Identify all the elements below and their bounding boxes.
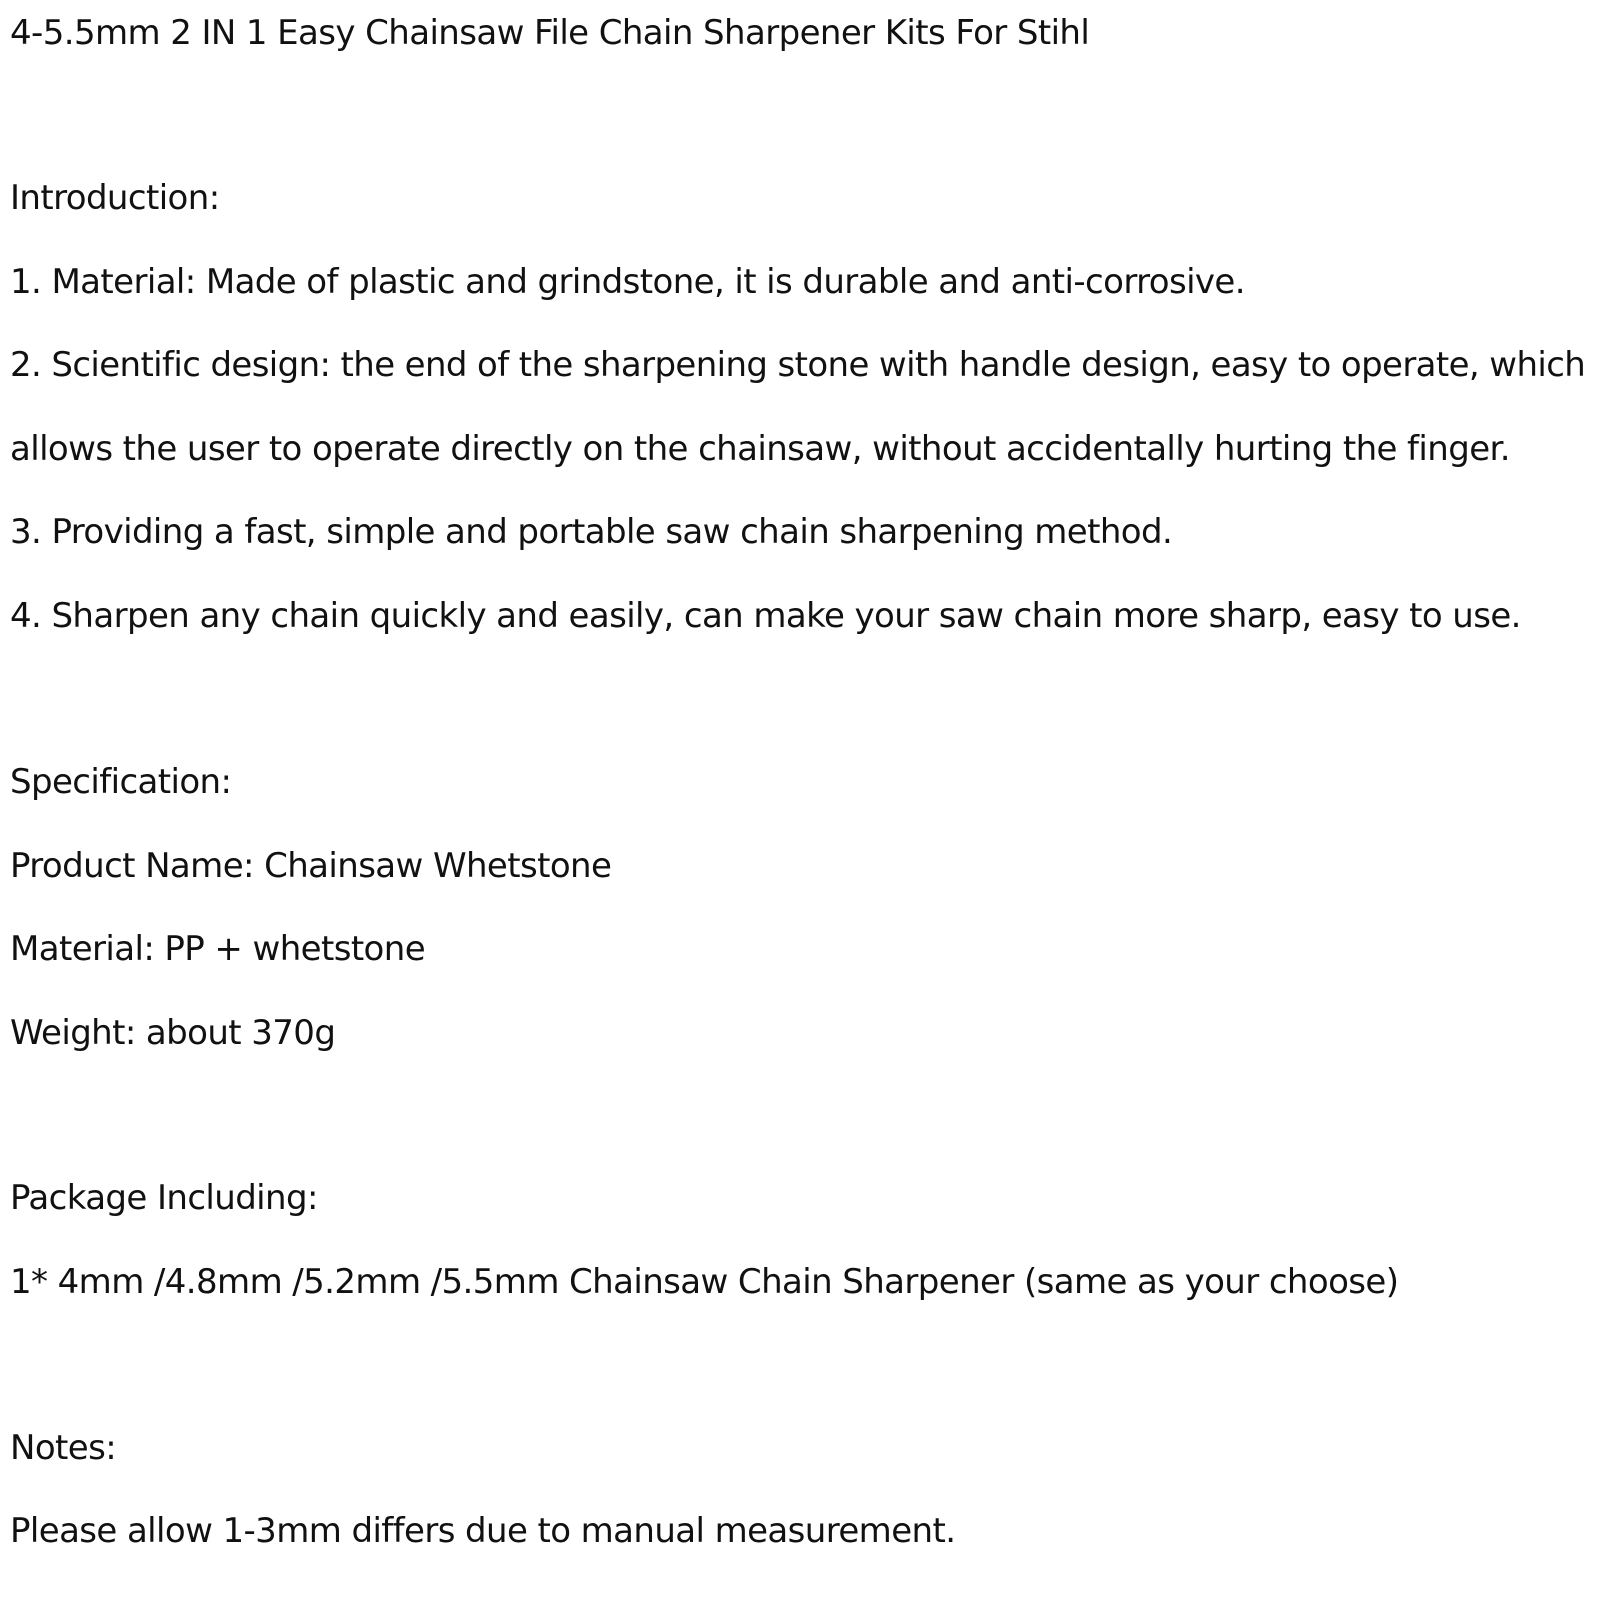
introduction-item-3: 3. Providing a fast, simple and portable saw chain sharpening method. xyxy=(10,512,1173,552)
introduction-item-2-line-1: 2. Scientific design: the end of the sharpening stone with handle design, easy to operate, which xyxy=(10,345,1586,385)
specification-heading: Specification: xyxy=(10,762,232,802)
notes-heading: Notes: xyxy=(10,1428,117,1468)
specification-product-name: Product Name: Chainsaw Whetstone xyxy=(10,846,612,886)
introduction-item-1: 1. Material: Made of plastic and grindstone, it is durable and anti-corrosive. xyxy=(10,262,1245,302)
package-heading: Package Including: xyxy=(10,1178,318,1218)
package-item: 1* 4mm /4.8mm /5.2mm /5.5mm Chainsaw Chain Sharpener (same as your choose) xyxy=(10,1262,1399,1302)
specification-material: Material: PP + whetstone xyxy=(10,929,426,969)
introduction-item-4: 4. Sharpen any chain quickly and easily, can make your saw chain more sharp, easy to use. xyxy=(10,596,1521,636)
notes-text: Please allow 1-3mm differs due to manual measurement. xyxy=(10,1511,956,1551)
introduction-heading: Introduction: xyxy=(10,178,220,218)
product-title: 4-5.5mm 2 IN 1 Easy Chainsaw File Chain Sharpener Kits For Stihl xyxy=(10,13,1090,53)
introduction-item-2-line-2: allows the user to operate directly on the chainsaw, without accidentally hurting the finger. xyxy=(10,429,1510,469)
specification-weight: Weight: about 370g xyxy=(10,1013,336,1053)
